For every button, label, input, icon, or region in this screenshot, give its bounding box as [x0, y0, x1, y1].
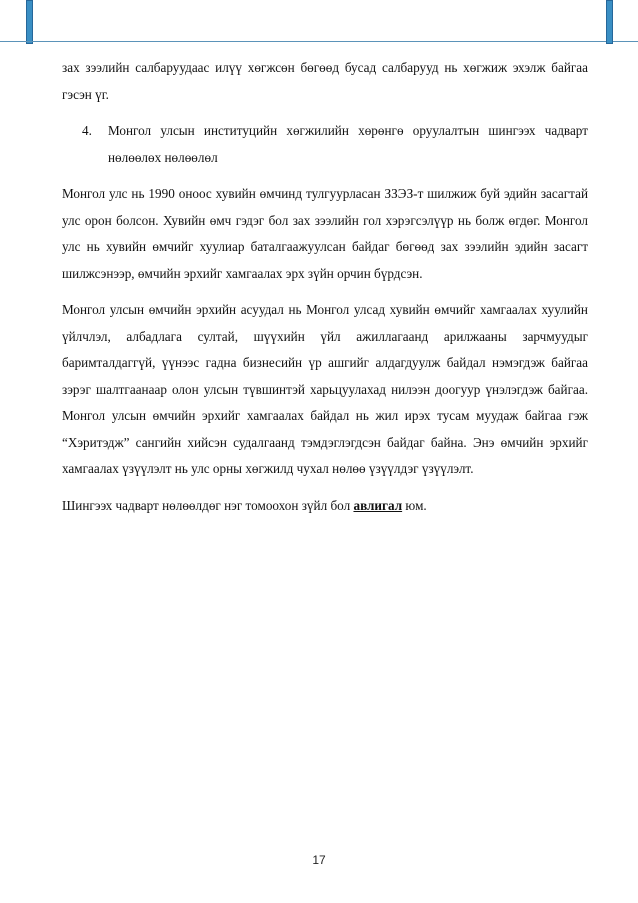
header-rule: [0, 41, 638, 42]
page-body: [62, 55, 588, 529]
list-item-text: Монгол улсын институцийн хөгжилийн хөрөнгө оруулалтын шингээх чадварт нөлөөлөх нөлөөлөл: [108, 123, 588, 165]
page-number: 17: [312, 853, 326, 867]
list-item-number: 4.: [82, 123, 92, 138]
paragraph-corruption-before: Шингээх чадварт нөлөөлдөг нэг томоохон зүйл бол: [62, 497, 354, 513]
paragraph-corruption: [62, 493, 588, 520]
paragraph-property-system: Монгол улс нь 1990 оноос хувийн өмчинд тулгуурласан ЗЗЭЗ-т шилжиж буй эдийн засагтай улс орон болсон. Хувийн өмч гэдэг бол зах зээлийн гол хэрэгсэлүүр нь болж өгдөг. Монгол улс нь хувийн өмчийг хуулиар баталгаажуулсан байдаг бөгөөд зах зээлийн эдийн засагт шилжсэнээр, өмчийн эрхийг хамгаалах эрх зүйн орчин бүрдсэн.: [62, 186, 588, 281]
paragraph-corruption-after: юм.: [402, 497, 427, 513]
header-accent-bar-left: [26, 0, 33, 44]
numbered-list-item: [62, 118, 588, 171]
emphasis-corruption: авлигал: [353, 497, 403, 513]
header-accent-bar-right: [606, 0, 613, 44]
paragraph-property-rights: Монгол улсын өмчийн эрхийн асуудал нь Монгол улсад хувийн өмчийг хамгаалах хуулийн үйлчлэл, албадлага султай, шүүхийн үйл ажиллагаанд арилжааны зарчмуудыг баримталдаггүй, үүнээс гадна бизнесийн үр ашгийг алдагдуулж байдал нэмэгдэж байгаа зэрэг шалтгаанаар олон улсын түвшинтэй харьцуулахад нилээн доогуур үнэлэгдэж байгаа. Монгол улсын өмчийн эрхийг хамгаалах байдал нь жил ирэх тусам муудаж байгаа гэж “Хэритэдж” сангийн хийсэн судалгаанд тэмдэглэгдсэн байдаг байна. Энэ өмчийн эрхийг хамгаалах үзүүлэлт нь улс орны хөгжилд чухал нөлөө үзүүлдэг үзүүлэлт.: [62, 302, 588, 476]
paragraph-continuation: зах зээлийн салбаруудаас илүү хөгжсөн бөгөөд бусад салбарууд нь хөгжиж эхэлж байгаа гэсэн үг.: [62, 60, 588, 102]
